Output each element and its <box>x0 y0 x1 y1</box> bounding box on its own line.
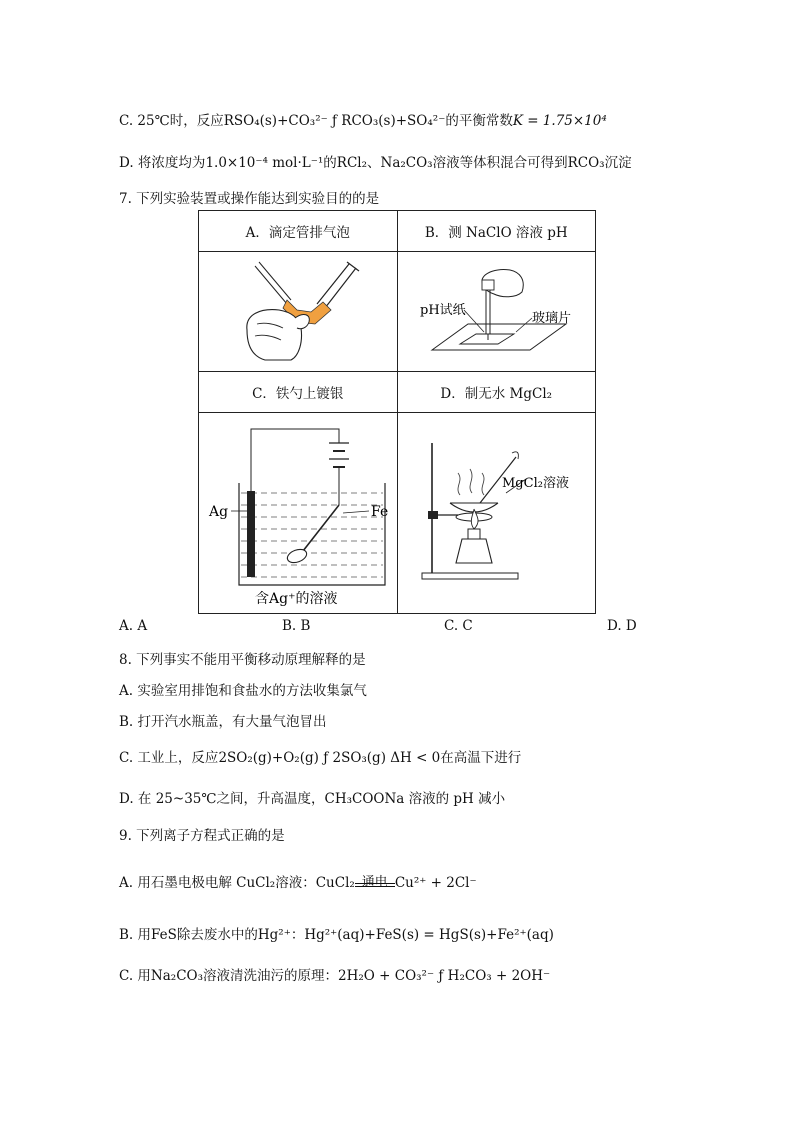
q9c-prefix: C. 用Na₂CO₃溶液清洗油污的原理： <box>119 968 339 984</box>
q9-option-b <box>119 923 554 943</box>
q9a-left: CuCl₂ <box>315 875 355 891</box>
experiment-table <box>198 210 596 614</box>
q9a-right: Cu²⁺ + 2Cl⁻ <box>394 875 477 891</box>
cell-a-image <box>199 252 398 372</box>
q6c-prefix: C. 25℃时，反应 <box>119 113 224 129</box>
solution-label: 含Ag⁺的溶液 <box>255 591 338 607</box>
ph-test-illustration <box>398 252 596 367</box>
q9c-eq: 2H₂O + CO₃²⁻ ƒ H₂CO₃ + 2OH⁻ <box>338 968 551 984</box>
q6d-conc: 1.0×10⁻⁴ mol·L⁻¹ <box>205 155 324 171</box>
q8-option-a: A. 实验室用排饱和食盐水的方法收集氯气 <box>119 683 367 699</box>
mgcl2-label: MgCl₂溶液 <box>501 476 569 491</box>
ph-paper-label: pH试纸 <box>419 303 466 318</box>
cell-b-image <box>397 252 596 372</box>
q7-option-d[interactable]: D. D <box>607 618 637 634</box>
q8-option-c <box>119 746 521 766</box>
q9b-prefix: B. 用FeS除去废水中的Hg²⁺： <box>119 927 305 943</box>
q9a-prefix: A. 用石墨电极电解 CuCl₂溶液： <box>119 875 316 891</box>
q7-title: 7. 下列实验装置或操作能达到实验目的的是 <box>119 191 380 207</box>
q8c-prefix: C. 工业上，反应 <box>119 750 219 766</box>
q9b-eq: Hg²⁺(aq)+FeS(s) = HgS(s)+Fe²⁺(aq) <box>304 927 554 943</box>
q8-option-d: D. 在 25~35℃之间，升高温度，CH₃COONa 溶液的 pH 减小 <box>119 791 506 807</box>
q6-option-c <box>119 109 607 129</box>
q6-option-d <box>119 151 632 171</box>
cell-d-header: D．制无水 MgCl₂ <box>397 372 596 413</box>
cell-d-image <box>397 413 596 614</box>
cell-b-header: B．测 NaClO 溶液 pH <box>397 211 596 252</box>
q8-title: 8. 下列事实不能用平衡移动原理解释的是 <box>119 652 366 668</box>
q9a-condition: 通电 <box>361 875 388 890</box>
cell-c-image <box>199 413 398 614</box>
q9-option-a <box>119 871 477 891</box>
q9-title: 9. 下列离子方程式正确的是 <box>119 828 285 844</box>
burette-bubble-illustration <box>199 252 397 367</box>
q6c-mid: 的平衡常数 <box>445 113 513 129</box>
fe-label: Fe <box>371 504 389 520</box>
q7-option-b[interactable]: B. B <box>282 618 311 634</box>
q6d-prefix: D. 将浓度均为 <box>119 155 206 171</box>
q8c-tail: 在高温下进行 <box>440 750 522 766</box>
evaporation-illustration <box>398 413 596 609</box>
q8c-reaction: 2SO₂(g)+O₂(g) ƒ 2SO₃(g) ΔH < 0 <box>218 750 441 766</box>
q8-option-b: B. 打开汽水瓶盖，有大量气泡冒出 <box>119 714 327 730</box>
q7-option-a[interactable]: A. A <box>119 618 148 634</box>
q6d-tail: RCO₃沉淀 <box>567 155 632 171</box>
q9-option-c <box>119 964 550 984</box>
q7-option-c[interactable]: C. C <box>444 618 473 634</box>
cell-a-header: A．滴定管排气泡 <box>199 211 398 252</box>
glass-plate-label: 玻璃片 <box>531 311 571 326</box>
ag-label: Ag <box>209 504 229 520</box>
q6d-mid: 的RCl₂、Na₂CO₃溶液等体积混合可得到 <box>323 155 568 171</box>
electroplating-illustration <box>199 413 397 609</box>
q6c-k: K = 1.75×10⁴ <box>512 113 607 129</box>
q6c-reaction: RSO₄(s)+CO₃²⁻ ƒ RCO₃(s)+SO₄²⁻ <box>223 113 446 129</box>
cell-c-header: C．铁勺上镀银 <box>199 372 398 413</box>
